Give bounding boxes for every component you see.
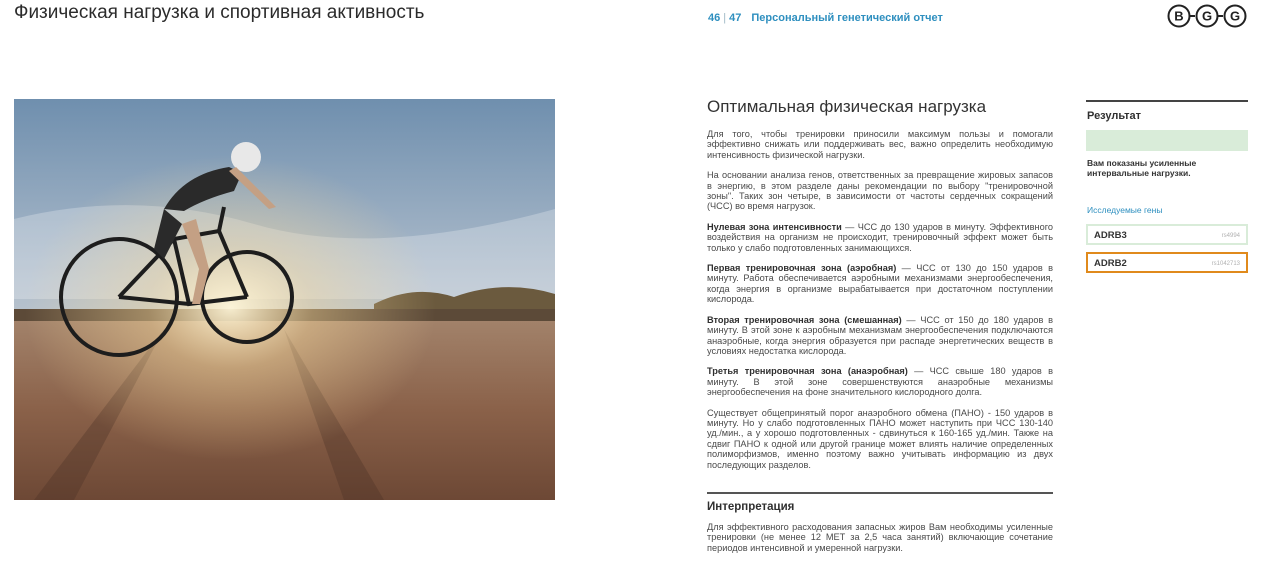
result-sidebar (1086, 100, 1248, 273)
gene-item-adrb3[interactable] (1086, 224, 1248, 245)
gene-name: ADRB3 (1094, 230, 1127, 241)
page-separator: | (723, 12, 727, 24)
interpretation-title: Интерпретация (707, 501, 795, 513)
article-paragraph: Для того, чтобы тренировки приносили максимум пользы и помогали эффективно снижать или поддерживать вес, важно определить необходимую интенсивность физической нагрузки. (707, 129, 1053, 160)
page-number-info (708, 12, 943, 24)
zone-one-paragraph: Первая тренировочная зона (аэробная) — ЧСС от 130 до 150 ударов в минуту. Работа обеспечивается аэробными механизмами энергообеспечения, когда энергия в организме вырабатывается при достаточном поступлении кислорода. (707, 263, 1053, 305)
zone-two-paragraph: Вторая тренировочная зона (смешанная) — ЧСС от 150 до 180 ударов в минуту. В этой зоне к аэробным механизмам энергообеспечения подключаются анаэробные, когда энергия образуется при распаде энергетических веществ в условиях недостатка кислорода. (707, 314, 1053, 356)
interpretation-text: Для эффективного расходования запасных жиров Вам необходимы усиленные тренировки (не менее 12 МЕТ за 2,5 часа занятий) включающие сочетание периодов интенсивной и умеренной нагрузки. (707, 522, 1053, 553)
page-total: 47 (729, 12, 742, 24)
gene-name: ADRB2 (1094, 258, 1127, 269)
logo-letter: B (1174, 8, 1184, 24)
article-paragraph: Существует общепринятый порог анаэробного обмена (ПАНО) - 150 ударов в минуту. Но у слабо подготовленных ПАНО может наступить при ЧСС 130-140 уд./мин., а у хорошо подготовленных - сдвинуться к 160-165 уд./мин. Также на сдвиг ПАНО к одной или другой границе может влиять наличие определенных полиморфизмов, именно поэтому важно учитывать информацию из двух последующих разделов. (707, 407, 1053, 470)
sidebar-divider (1086, 100, 1248, 102)
gene-rs-id: rs4994 (1221, 233, 1240, 239)
result-indicator-bar (1086, 130, 1248, 151)
cyclist-photo (14, 99, 555, 500)
interpretation-divider (707, 492, 1053, 494)
page-title: Физическая нагрузка и спортивная активность (14, 2, 425, 23)
article-title: Оптимальная физическая нагрузка (707, 97, 987, 116)
zone-three-paragraph: Третья тренировочная зона (анаэробная) — ЧСС свыше 180 ударов в минуту. В этой зоне совершенствуются анаэробные механизмы энергообеспечения на фоне значительного кислородного долга. (707, 366, 1053, 398)
bgg-logo-icon (1166, 3, 1248, 29)
article-paragraph: На основании анализа генов, ответственных за превращение жировых запасов в энергию, в этом разделе даны рекомендации по выбору "тренировочной зоны". Таких зон четыре, в зависимости от частоты сердечных сокращений (ЧСС) во время нагрузок. (707, 170, 1053, 212)
page-current: 46 (708, 12, 721, 24)
logo-letter: G (1201, 8, 1213, 24)
article (707, 97, 1053, 480)
zone-zero-paragraph: Нулевая зона интенсивности — ЧСС до 130 ударов в минуту. Эффективного воздействия на организм не происходит, тренировочный эффект может быть только у слабо подготовленных занимающихся. (707, 221, 1053, 253)
result-title: Результат (1087, 110, 1142, 122)
logo-letter: G (1229, 8, 1241, 24)
gene-item-adrb2[interactable] (1086, 252, 1248, 273)
gene-rs-id: rs1042713 (1211, 261, 1240, 267)
report-title: Персональный генетический отчет (751, 12, 943, 24)
result-text: Вам показаны усиленные интервальные нагрузки. (1087, 158, 1197, 178)
genes-label: Исследуемые гены (1087, 205, 1163, 215)
